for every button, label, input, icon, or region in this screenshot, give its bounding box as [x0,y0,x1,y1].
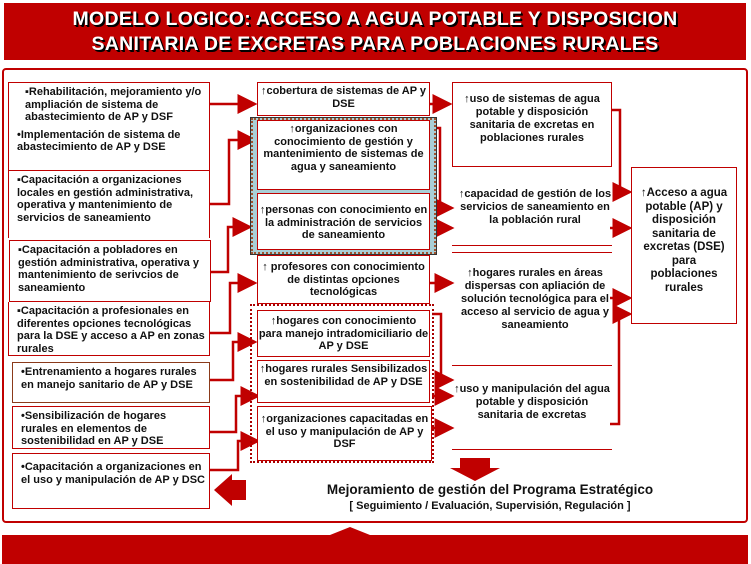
activity-box [12,453,210,509]
product-box [257,406,432,461]
activity-text: •Implementación de sistema de abastecimiento de AP y DSE [17,128,181,153]
product-text: ↑organizaciones capacitadas en el uso y manipulación de AP y DSF [260,413,429,450]
activity-box [8,302,210,356]
product-box [257,360,430,403]
activity-text: ▪Capacitación a profesionales en diferentes opciones tecnológicas para la DSE y acceso a AP en zonas rurales [17,305,205,355]
product-text: ↑organizaciones con conocimiento de gestión y mantenimiento de sistemas de agua y saneamiento [263,123,424,173]
management-title: Mejoramiento de gestión del Programa Estratégico [326,482,654,497]
result-box [452,82,612,167]
activity-box [12,362,210,403]
product-text: ↑personas con conocimiento en la administración de servicios de saneamiento [259,204,428,241]
product-box [257,120,430,190]
product-box [257,193,430,250]
activity-text: ▪Capacitación a organizaciones locales en gestión administrativa, operativa y mantenimiento de servicios de saneamiento [17,174,194,224]
product-text: ↑hogares con conocimiento para manejo intradomiciliario de AP y DSE [258,315,429,352]
result-text: ↑uso de sistemas de agua potable y disposición sanitaria de excretas en poblaciones rurales [464,93,600,144]
product-text: ↑ profesores con conocimiento de distintas opciones tecnológicas [262,261,425,298]
activity-text: •Sensibilización de hogares rurales en elementos de sostenibilidad en AP y DSE [21,410,167,447]
activity-text: •Capacitación a organizaciones en el uso y manipulación de AP y DSC [21,461,205,486]
title-line-1: MODELO LOGICO: ACCESO A AGUA POTABLE Y DISPOSICION [72,8,678,30]
product-box [257,310,430,357]
result-text: ↑uso y manipulación del agua potable y disposición sanitaria de excretas [454,383,610,421]
activity-box [9,240,211,302]
management-subtitle: [ Seguimiento / Evaluación, Supervisión, Regulación ] [349,500,631,512]
activity-text: ▪Rehabilitación, mejoramiento y/o ampliación de sistema de abastecimiento de AP y DSF [25,86,202,123]
up-arrow-icon [330,527,370,535]
activity-text: ▪Capacitación a pobladores en gestión administrativa, operativa y mantenimiento de serivcios de saneamiento [18,244,199,294]
final-outcome-text: ↑Acceso a agua potable (AP) y disposición sanitaria de excretas (DSE) para poblaciones rurales [640,187,728,294]
product-text: ↑cobertura de sistemas de AP y DSE [260,85,427,110]
product-text: ↑hogares rurales Sensibilizados en sostenibilidad de AP y DSE [259,363,428,388]
result-text: ↑capacidad de gestión de los servicios de saneamiento en la población rural [458,188,612,226]
product-box [257,255,430,304]
final-outcome-box [631,167,737,324]
activity-box-infrastructure [8,82,210,174]
activity-text: •Entrenamiento a hogares rurales en manejo sanitario de AP y DSE [21,366,197,391]
activity-box [8,170,210,238]
activity-box [12,406,210,449]
result-text: ↑hogares rurales en áreas dispersas con apliación de solución tecnológica para el acceso al servicio de agua y saneamiento [461,267,609,331]
title-line-2: SANITARIA DE EXCRETAS PARA POBLACIONES RURALES [91,33,659,55]
left-arrow-icon [214,474,246,506]
product-box [257,82,430,116]
down-arrow-icon [450,458,500,481]
